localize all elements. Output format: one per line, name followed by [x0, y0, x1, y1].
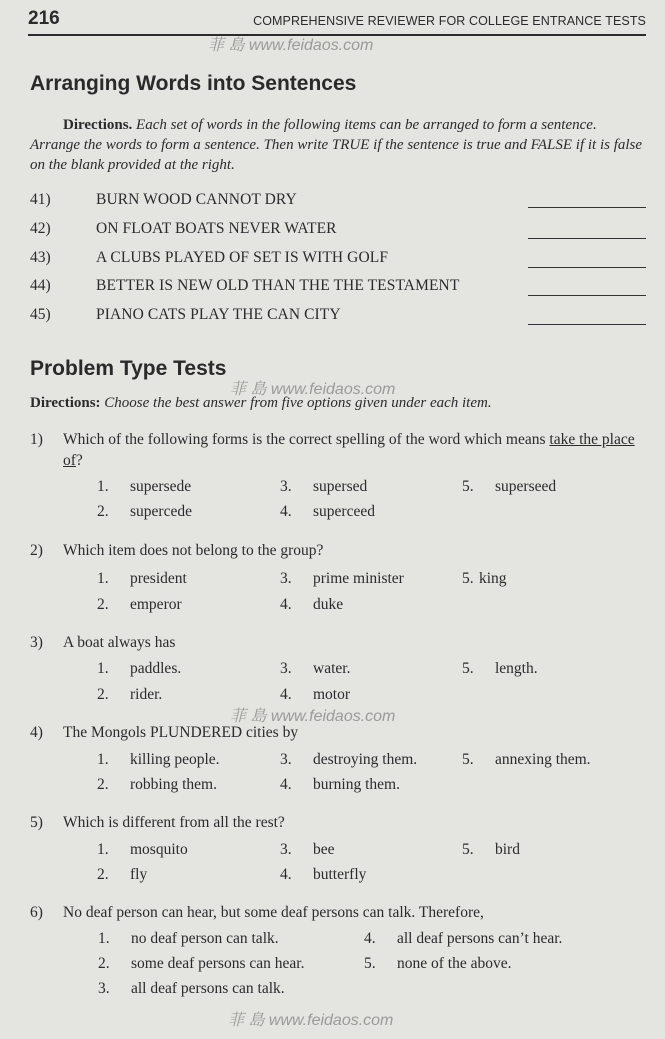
item-text: ON FLOAT BOATS NEVER WATER [96, 220, 337, 237]
question-number: 3) [30, 634, 43, 651]
option[interactable]: 1. no deaf person can talk. [98, 930, 279, 947]
option[interactable]: 3. all deaf persons can talk. [98, 980, 285, 997]
section-title-arranging: Arranging Words into Sentences [30, 72, 357, 95]
item-number: 41) [30, 191, 51, 208]
scramble-item [30, 249, 646, 271]
question-4 [30, 722, 640, 744]
option[interactable]: 5. length. [462, 660, 538, 677]
question-3 [30, 632, 640, 654]
option[interactable]: 1. killing people. [97, 751, 220, 768]
option[interactable]: 3. prime minister [280, 570, 404, 587]
answer-blank[interactable] [528, 238, 646, 239]
option[interactable]: 1. mosquito [97, 841, 188, 858]
question-6 [30, 902, 640, 924]
watermark: 菲 島 www.feidaos.com [208, 37, 374, 54]
question-5 [30, 812, 640, 834]
question-text: A boat always has [63, 634, 176, 651]
option[interactable]: 2. supercede [97, 503, 192, 520]
scramble-item [30, 306, 646, 328]
scramble-item [30, 191, 646, 213]
item-text: BURN WOOD CANNOT DRY [96, 191, 297, 208]
option[interactable]: 2. robbing them. [97, 776, 217, 793]
option[interactable]: 2. fly [97, 866, 148, 883]
running-title: COMPREHENSIVE REVIEWER FOR COLLEGE ENTRANCE TESTS [253, 14, 646, 28]
option[interactable]: 3. destroying them. [280, 751, 418, 768]
item-number: 43) [30, 249, 51, 266]
question-number: 5) [30, 814, 43, 831]
option[interactable]: 4. butterfly [280, 866, 367, 883]
item-number: 42) [30, 220, 51, 237]
question-number: 6) [30, 904, 43, 921]
item-number: 45) [30, 306, 51, 323]
option[interactable]: 2. rider. [97, 686, 163, 703]
item-text: BETTER IS NEW OLD THAN THE THE TESTAMENT [96, 277, 460, 294]
question-number: 1) [30, 431, 43, 448]
question-1 [30, 429, 640, 473]
option[interactable]: 4. motor [280, 686, 351, 703]
question-number: 4) [30, 724, 43, 741]
option[interactable]: 4. duke [280, 596, 344, 613]
question-number: 2) [30, 542, 43, 559]
question-2 [30, 540, 640, 562]
question-text: Which of the following forms is the correct spelling of the word which means take the place of? [63, 431, 635, 469]
option[interactable]: 5. annexing them. [462, 751, 591, 768]
option[interactable]: 1. supersede [97, 478, 192, 495]
section2-directions [30, 393, 646, 413]
option[interactable]: 5. bird [462, 841, 520, 858]
question-text: The Mongols PLUNDERED cities by [63, 724, 299, 741]
question-text: Which is different from all the rest? [63, 814, 285, 831]
option[interactable]: 3. bee [280, 841, 335, 858]
item-text: PIANO CATS PLAY THE CAN CITY [96, 306, 341, 323]
question-text: No deaf person can hear, but some deaf persons can talk. Therefore, [63, 904, 484, 921]
option[interactable]: 1. paddles. [97, 660, 182, 677]
directions-text: Choose the best answer from five options given under each item. [104, 395, 492, 411]
option[interactable]: 3. water. [280, 660, 351, 677]
option[interactable]: 2. emperor [97, 596, 182, 613]
item-text: A CLUBS PLAYED OF SET IS WITH GOLF [96, 249, 389, 266]
directions-text: Each set of words in the following items can be arranged to form a sentence. Arrange the words to form a sentence. Then write TRUE if the sentence is true and FALSE if it is false on the blank provided at the right. [30, 117, 643, 173]
scramble-item [30, 220, 646, 242]
answer-blank[interactable] [528, 267, 646, 268]
option[interactable]: 5. superseed [462, 478, 557, 495]
directions-label: Directions: [30, 395, 101, 411]
answer-blank[interactable] [528, 207, 646, 208]
scramble-item [30, 277, 646, 299]
directions-label: Directions. [63, 117, 133, 133]
option[interactable]: 3. supersed [280, 478, 368, 495]
option[interactable]: 4. burning them. [280, 776, 400, 793]
section-title-problem-type: Problem Type Tests [30, 357, 227, 380]
watermark: 菲 島 www.feidaos.com [230, 381, 396, 398]
underlined-phrase: take the place of [63, 431, 635, 469]
page-number: 216 [28, 8, 60, 29]
option[interactable]: 5. king [462, 570, 507, 587]
watermark: 菲 島 www.feidaos.com [228, 1012, 394, 1029]
option[interactable]: 2. some deaf persons can hear. [98, 955, 305, 972]
option[interactable]: 4. all deaf persons can’t hear. [364, 930, 563, 947]
option[interactable]: 4. superceed [280, 503, 375, 520]
question-text: Which item does not belong to the group? [63, 542, 324, 559]
item-number: 44) [30, 277, 51, 294]
answer-blank[interactable] [528, 324, 646, 325]
option[interactable]: 1. president [97, 570, 187, 587]
watermark: 菲 島 www.feidaos.com [230, 708, 396, 725]
answer-blank[interactable] [528, 295, 646, 296]
section1-directions [30, 115, 646, 175]
option[interactable]: 5. none of the above. [364, 955, 512, 972]
